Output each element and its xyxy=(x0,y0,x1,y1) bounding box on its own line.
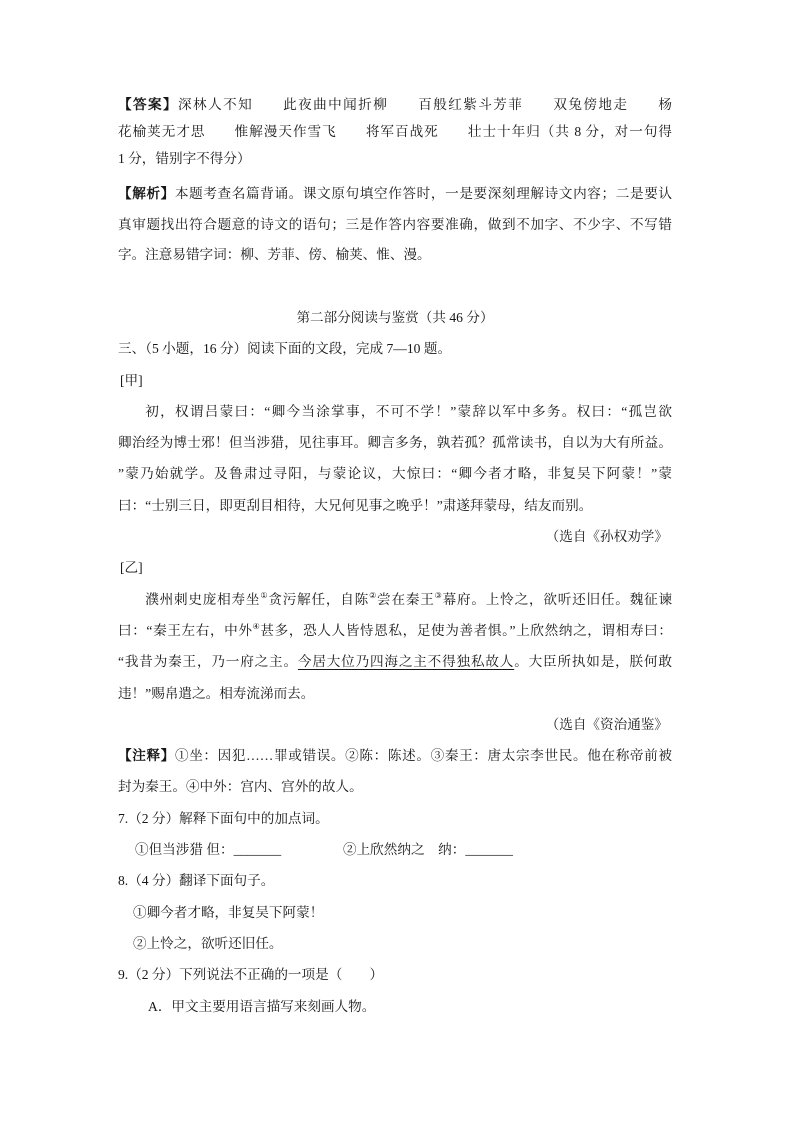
item-text: ②上欣然纳之 纳： xyxy=(343,842,466,858)
passage-jia-line: 初，权谓吕蒙曰：“卿今当涂掌事，不可不学！”蒙辞以军中多务。权曰：“孤岂欲 xyxy=(145,403,672,419)
analysis-line xyxy=(118,179,672,210)
analysis-text: 本题考查名篇背诵。课文原句填空作答时，一是要深刻理解诗文内容；二是要认 xyxy=(174,186,673,201)
footnote-marker: ④ xyxy=(252,621,261,631)
text-segment: 。大臣所执如是，朕何敢 xyxy=(514,654,672,670)
answer-blank[interactable]: _______ xyxy=(465,842,513,858)
question-8-item: ②上怜之，欲听还旧任。 xyxy=(133,935,283,951)
notes-line xyxy=(118,740,672,771)
text-segment: 贪污解任，自陈 xyxy=(268,591,370,607)
question-7-stem: 7.（2 分）解释下面句中的加点词。 xyxy=(118,810,329,826)
footnote-marker: ① xyxy=(260,590,269,600)
text-segment: 甚多，恐人人皆恃恩私，足使为善者惧。”上欣然纳之，谓相寿曰： xyxy=(260,622,672,638)
passage-yi-line xyxy=(118,646,672,677)
question-7-items xyxy=(118,834,672,865)
footnote-marker: ③ xyxy=(434,590,443,600)
answer-line: 花榆荚无才思 惟解漫天作雪飞 将军百战死 壮士十年归（共 8 分，对一句得 xyxy=(118,124,672,139)
notes-line: 封为秦王。④中外：宫内、宫外的故人。 xyxy=(118,779,363,795)
passage-jia-source: （选自《孙权劝学》 xyxy=(545,529,668,545)
passage-jia-line: 卿治经为博士邪！但当涉猎，见往事耳。卿言多务，孰若孤？孤常读书，自以为大有所益。 xyxy=(118,435,672,451)
passage-jia-tag: [甲] xyxy=(120,372,143,388)
underlined-sentence: 今居大位乃四海之主不得独私故人 xyxy=(297,654,515,670)
part2-heading: 第二部分阅读与鉴赏（共 46 分） xyxy=(296,310,494,325)
question-7-item-1 xyxy=(135,834,343,865)
analysis-block xyxy=(118,179,672,271)
notes-label: 【注释】 xyxy=(118,748,175,764)
analysis-label: 【解析】 xyxy=(118,186,175,201)
text-segment: 尝在秦王 xyxy=(377,591,435,607)
section-instruction: 三、（5 小题，16 分）阅读下面的文段，完成 7—10 题。 xyxy=(118,341,452,357)
question-7-item-2 xyxy=(343,842,513,857)
text-segment: 曰：“秦王左右，中外 xyxy=(118,622,253,638)
passage-yi-tag: [乙] xyxy=(120,560,143,576)
passage-yi-source: （选自《资治通鉴》 xyxy=(545,716,668,732)
part2-block xyxy=(118,302,672,1022)
answer-block xyxy=(118,91,672,172)
passage-jia-line: 曰：“士别三日，即更刮目相待，大兄何见事之晚乎！”肃遂拜蒙母，结友而别。 xyxy=(118,497,593,513)
answer-blank[interactable]: _______ xyxy=(233,842,282,858)
analysis-line: 字。注意易错字词：柳、芳菲、傍、榆荚、惟、漫。 xyxy=(118,247,431,262)
question-8-stem: 8.（4 分）翻译下面句子。 xyxy=(118,873,275,889)
passage-yi-line xyxy=(118,584,672,615)
text-segment: 濮州刺史庞相寿坐 xyxy=(145,591,261,607)
text-segment: “我昔为秦王，乃一府之主。 xyxy=(118,654,298,670)
question-9-option-a: A．甲文主要用语言描写来刻画人物。 xyxy=(148,998,376,1014)
passage-yi-line: 违！”赐帛遣之。相寿流涕而去。 xyxy=(118,685,315,701)
item-text: ①但当涉猎 但： xyxy=(135,842,234,858)
text-segment: 幕府。上怜之，欲听还旧任。魏征谏 xyxy=(442,591,673,607)
answer-text: 深林人不知 此夜曲中闻折柳 百般红紫斗芳菲 双兔傍地走 杨 xyxy=(178,97,672,112)
answer-line: 1 分，错别字不得分） xyxy=(118,151,251,166)
passage-yi-line xyxy=(118,615,672,646)
question-9-stem: 9.（2 分）下列说法不正确的一项是（ ） xyxy=(118,967,384,983)
question-8-item: ①卿今者才略，非复吴下阿蒙！ xyxy=(133,904,324,920)
footnote-marker: ② xyxy=(369,590,378,600)
analysis-line: 真审题找出符合题意的诗文的语句；三是作答内容要准确，做到不加字、不少字、不写错 xyxy=(118,216,672,232)
notes-text: ①坐：因犯……罪或错误。②陈：陈述。③秦王：唐太宗李世民。他在称帝前被 xyxy=(174,748,672,764)
answer-line xyxy=(118,91,672,118)
answer-label: 【答案】 xyxy=(118,97,179,112)
passage-jia-line: ”蒙乃始就学。及鲁肃过寻阳，与蒙论议，大惊曰：“卿今者才略，非复吴下阿蒙！”蒙 xyxy=(118,466,672,482)
